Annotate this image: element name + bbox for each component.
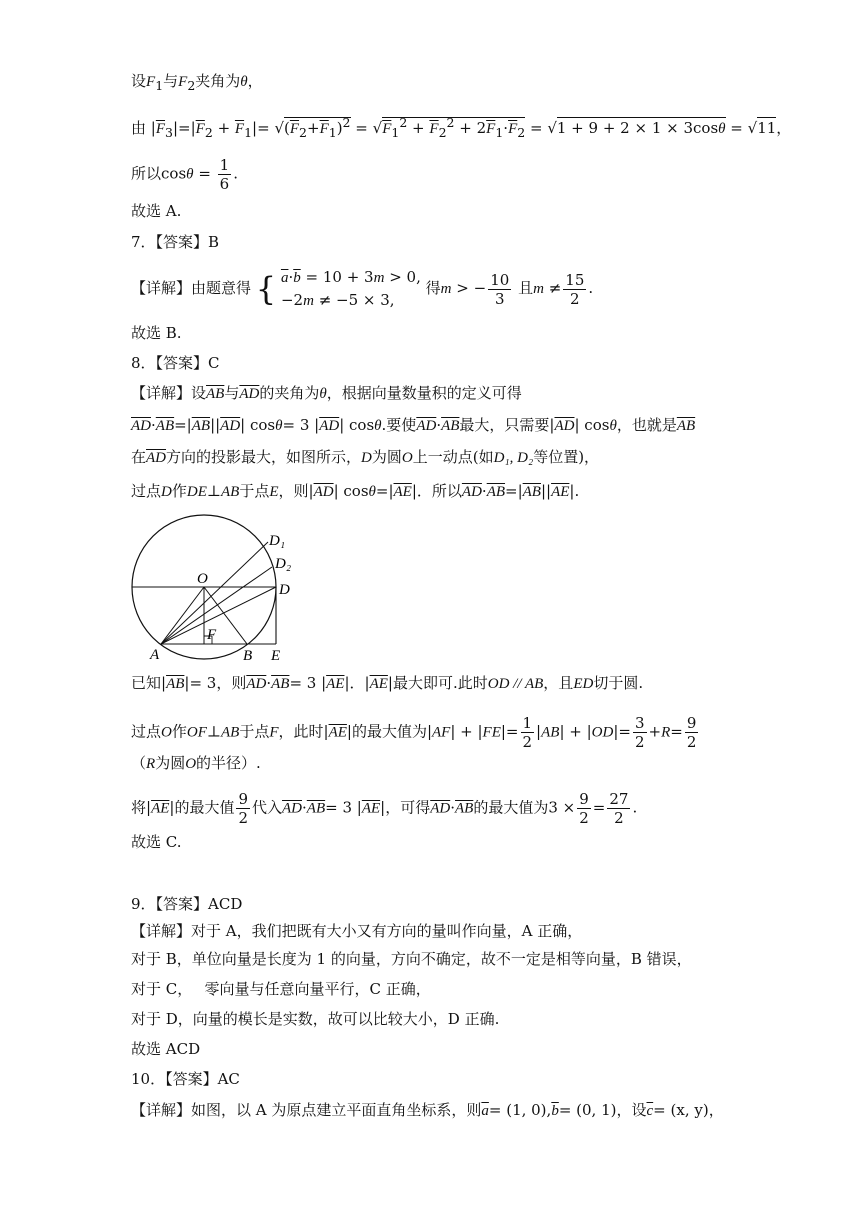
text: 方向的投影最大，如图所示， (166, 448, 362, 466)
text: + (648, 722, 662, 741)
vec: $\overline{F}$ (289, 121, 300, 137)
sub: 2 (299, 125, 307, 140)
sub: 2 (204, 125, 213, 140)
numerator: 9 (579, 790, 589, 808)
text: + (217, 119, 231, 137)
text: 【详解】如图，以 A 为原点建立平面直角坐标系，则 (131, 1101, 482, 1119)
denominator: 2 (522, 733, 533, 751)
vec: $\overline{AB}$ (486, 484, 506, 500)
numerator: 3 (634, 714, 645, 732)
text: 夹角为 (195, 72, 241, 90)
vec: $\overline{AB}$ (676, 418, 696, 434)
denominator: 3 (494, 289, 505, 308)
text: 1 + 9 + 2 × 1 × 3cos (556, 119, 719, 137)
text: = 3 | (289, 674, 327, 692)
q7-heading: 7．【答案】B (131, 233, 220, 251)
text: ≠ (548, 279, 562, 297)
text: 在 (131, 448, 147, 466)
q8-line-h (131, 790, 637, 827)
text: = 3 | (325, 798, 362, 817)
vec: $\overline{F}$ (508, 121, 518, 137)
text: = (1, 0), (488, 1101, 552, 1119)
brace: { (255, 270, 277, 308)
var: ED (573, 676, 594, 692)
geometry-figure (131, 512, 301, 664)
text: = (529, 119, 543, 137)
var: F (269, 724, 279, 741)
text: 的夹角为 (259, 384, 320, 402)
vec: $\overline{AD}$ (416, 418, 437, 434)
text: = 3 | (282, 416, 320, 434)
q8-end: 故选 C. (131, 833, 182, 851)
var: θ (609, 418, 617, 434)
text: −2 (280, 291, 304, 309)
text: | cos (240, 416, 276, 434)
q7-detail (131, 266, 593, 312)
text: |．| (344, 674, 370, 692)
segment-AD (161, 587, 276, 644)
text: = (355, 119, 368, 137)
text: · (450, 798, 455, 817)
text: 作 (171, 482, 187, 500)
text: 【详解】由题意得 (131, 279, 252, 297)
text: ，此时| (278, 722, 329, 741)
text: |的最大值 (169, 798, 235, 817)
label-F: F (207, 627, 217, 643)
q9-line-3: 对于 C， 零向量与任意向量平行，C 正确， (131, 980, 431, 998)
var: D (361, 450, 372, 466)
text: |的最大值为| (346, 722, 432, 741)
sub: 1 (155, 78, 164, 93)
vec: $\overline{AB}$ (455, 800, 474, 817)
numerator: 9 (686, 714, 697, 732)
denominator: 2 (579, 809, 589, 827)
text: = (592, 798, 606, 817)
text: · (503, 119, 509, 137)
vec-AB: $\overline{AB}$ (206, 386, 225, 402)
text: ⊥ (206, 722, 221, 741)
text: ， (247, 72, 263, 90)
var: AB (220, 484, 240, 500)
text: =| (375, 482, 394, 500)
fraction (218, 156, 232, 193)
text: |= 3，则 (184, 674, 247, 692)
vec: $\overline{AE}$ (151, 800, 170, 817)
text: ，也就是 (616, 416, 677, 434)
q8-line-a (131, 382, 522, 405)
label-E: E (271, 648, 281, 664)
var: θ (275, 418, 283, 434)
vec-c: $\overline{c}$ (646, 1103, 654, 1119)
line-4: 故选 A. (131, 202, 182, 220)
var-m: m (533, 281, 544, 297)
vec: $\overline{AD}$ (146, 450, 167, 466)
text: ，则| (278, 482, 314, 500)
var: E (269, 484, 279, 500)
denominator: 2 (634, 733, 645, 751)
vec: $\overline{AD}$ (220, 418, 241, 434)
vec: $\overline{F}$ (429, 121, 439, 137)
q9-heading: 9．【答案】ACD (131, 895, 243, 913)
vec: $\overline{AE}$ (369, 676, 388, 692)
label-D2: D₂ (275, 556, 292, 572)
var-m: m (440, 281, 452, 297)
text: | + | (450, 722, 483, 741)
var: R (661, 724, 671, 741)
var: O (161, 724, 172, 741)
var: θ (186, 166, 194, 183)
vec: $\overline{AD}$ (282, 800, 303, 817)
sqrt-11: 11 (757, 119, 777, 137)
var: AF (432, 724, 451, 741)
var: D (161, 484, 172, 500)
text: = (198, 164, 211, 183)
vec-b: $\overline{b}$ (551, 1103, 559, 1119)
line-1 (131, 70, 263, 97)
q8-line-f (131, 714, 700, 751)
text: |最大即可.此时 (387, 674, 488, 692)
text: 为圆 (155, 754, 186, 772)
q9-line-1: 【详解】对于 A，我们把既有大小又有方向的量叫作向量，A 正确， (131, 922, 583, 940)
denominator: 2 (570, 289, 580, 308)
fraction (577, 790, 591, 827)
sqrt: $(\overline{F}_2+\overline{F}_1)^2$ (284, 115, 351, 140)
denominator: 6 (219, 175, 230, 193)
vec: $\overline{AB}$ (522, 484, 541, 500)
label-D1: D₁ (269, 533, 286, 549)
text: · (302, 798, 307, 817)
text: |= (613, 722, 631, 741)
text: =| (174, 416, 192, 434)
numerator: 9 (238, 790, 248, 808)
sub: 1 (495, 125, 504, 140)
text: 过点 (131, 482, 162, 500)
var-F1: F (146, 74, 156, 90)
text: . (588, 279, 594, 297)
sup: 2 (399, 115, 408, 130)
text: 过点 (131, 722, 162, 741)
segment-AD2 (161, 567, 272, 644)
text: = (x, y) (653, 1101, 709, 1119)
vec: $\overline{AB}$ (155, 418, 175, 434)
text: 将| (131, 798, 152, 817)
var: O (185, 756, 197, 772)
q8-heading: 8．【答案】C (131, 354, 220, 372)
text: | (536, 722, 542, 741)
var: O (401, 450, 413, 466)
fraction (563, 271, 586, 308)
fraction (488, 271, 511, 308)
fraction (236, 790, 250, 827)
text: = 10 + 3 (305, 268, 374, 286)
var: D₁, D₂ (493, 450, 534, 466)
text: 于点 (239, 482, 270, 500)
text: + 2 (459, 119, 487, 137)
text: 切于圆. (593, 674, 644, 692)
text: |= (500, 722, 519, 741)
q10-heading: 10．【答案】AC (131, 1070, 240, 1088)
sqrt (382, 115, 526, 140)
text: 【详解】设 (131, 384, 207, 402)
var: θ (718, 121, 726, 137)
text: |=| (172, 119, 196, 137)
line-3 (131, 156, 238, 193)
var: OD (591, 724, 614, 741)
text: |. (569, 482, 580, 500)
text: | + | (559, 722, 592, 741)
text: 作 (171, 722, 187, 741)
text: 已知| (131, 674, 167, 692)
text: 于点 (239, 722, 270, 741)
vec: $\overline{AB}$ (306, 800, 326, 817)
var: R (146, 756, 156, 772)
q8-line-b (131, 414, 695, 437)
vec: $\overline{AE}$ (326, 676, 345, 692)
sup: 2 (342, 115, 351, 130)
vec-a: $\overline{a}$ (481, 1103, 489, 1119)
line-2: 由 $|\overline{F}_3|=|\overline{F}_2 + \overline{F}_1|= √(\overline{F}_2+\overline{F}_1)^2 = √F_1^2 + \overline{F}_2^2 + 2\overline{F}_1\cdot\overline{F}_2 = √1 + 9 + 2 \times 1 \times 3\cos\theta = √11$， (131, 115, 792, 140)
vec: $\overline{AD}$ (430, 800, 451, 817)
text: · (266, 674, 272, 692)
var: AB (541, 724, 560, 741)
vec: $\overline{AD}$ (246, 676, 267, 692)
text: | cos (574, 416, 610, 434)
vec: $\overline{AE}$ (551, 484, 570, 500)
denominator: 2 (614, 809, 624, 827)
sup: 2 (446, 115, 455, 130)
text: · (436, 416, 442, 434)
sub: 3 (165, 125, 173, 140)
text: ，根据向量数量积的定义可得 (326, 384, 522, 402)
text: || (210, 416, 221, 434)
label-B: B (243, 648, 253, 664)
text: · (481, 482, 487, 500)
text: · (151, 416, 156, 434)
text: 与 (224, 384, 240, 402)
denominator: 2 (686, 733, 697, 751)
vec: $\overline{AE}$ (393, 484, 412, 500)
fraction (521, 714, 535, 751)
var: OD // AB (487, 676, 544, 692)
vec: $\overline{AB}$ (271, 676, 290, 692)
text: = (670, 722, 683, 741)
vec: $\overline{AE}$ (328, 724, 347, 741)
vec-AD: $\overline{AD}$ (239, 386, 260, 402)
text: > − (456, 279, 487, 297)
text: =| (505, 482, 523, 500)
text: | cos (339, 416, 375, 434)
text: 设 (131, 72, 147, 90)
text: 得 (425, 279, 441, 297)
label-O: O (197, 571, 208, 587)
vec-F3: $\overline{F}$ (155, 121, 166, 137)
text: 为圆 (371, 448, 402, 466)
vec-F2: $\overline{F}$ (195, 121, 205, 137)
vec-b: $\overline{b}$ (293, 270, 301, 286)
q8-line-g (131, 752, 261, 775)
var-m: m (373, 270, 385, 286)
text: = (0, 1) (558, 1101, 617, 1119)
text: |，可得 (380, 798, 431, 817)
var: θ (374, 418, 382, 434)
vec: $\overline{AD}$ (131, 418, 151, 434)
numerator: 1 (219, 156, 230, 174)
text: > 0, (389, 268, 421, 286)
text: + (412, 119, 425, 137)
fraction (685, 714, 699, 751)
text: 的半径）. (196, 754, 261, 772)
vec: $\overline{F}$ (319, 121, 329, 137)
sub: 2 (517, 125, 526, 140)
vec: $\overline{AE}$ (361, 800, 381, 817)
sqrt (557, 117, 726, 137)
var: AB (220, 724, 240, 741)
vec-F1: $\overline{F}$ (234, 121, 245, 137)
label-A: A (150, 647, 160, 663)
text: cos (161, 164, 187, 183)
vec: $\overline{AB}$ (166, 676, 185, 692)
text: ≠ −5 × 3, (318, 291, 395, 309)
numerator: 1 (522, 714, 533, 732)
equation-system (281, 266, 421, 312)
numerator: 15 (565, 270, 585, 289)
vec: $\overline{AB}$ (441, 418, 460, 434)
var-F2: F (178, 74, 188, 90)
text: ⊥ (206, 482, 221, 500)
text: |．所以 (411, 482, 462, 500)
q9-end: 故选 ACD (131, 1040, 201, 1058)
label-D: D (279, 582, 290, 598)
text: |= (252, 119, 270, 137)
text: | cos (333, 482, 369, 500)
text: 所以 (131, 164, 162, 183)
text: . (233, 164, 238, 183)
vec-a: $\overline{a}$ (280, 270, 289, 286)
vec: $\overline{F}$ (486, 121, 496, 137)
var: FE (482, 724, 501, 741)
var: θ (368, 484, 376, 500)
text: 且 (518, 279, 534, 297)
var-theta: θ (240, 74, 248, 90)
q9-line-2: 对于 B，单位向量是长度为 1 的向量，方向不确定，故不一定是相等向量，B 错误， (131, 950, 692, 968)
q8-line-c (131, 446, 599, 469)
vec: $\overline{AD}$ (554, 418, 575, 434)
sub: 2 (187, 78, 196, 93)
text: 与 (163, 72, 179, 90)
q8-line-e (131, 672, 643, 695)
text: 3 × (548, 798, 576, 817)
q9-line-4: 对于 D，向量的模长是实数，故可以比较大小，D 正确. (131, 1010, 500, 1028)
text: 的最大值为 (473, 798, 549, 817)
text: = (730, 119, 743, 137)
vec: F (382, 121, 392, 137)
text: （ (131, 754, 147, 772)
text: · (288, 268, 294, 286)
var: OF (186, 724, 207, 741)
text: || (540, 482, 552, 500)
text: 最大，只需要| (459, 416, 555, 434)
vec: $\overline{AD}$ (461, 484, 482, 500)
fraction (607, 790, 630, 827)
text: 等位置)， (533, 448, 600, 466)
text: ，设 (616, 1101, 647, 1119)
q8-line-d: 过点D作DE⊥AB于点E，则$|\overline{AD}|$ $\cos\theta=|\overline{AE}|$．所以$\overline{AD}\cdot\overline{AB}=|\overline{AB}||\overline{AE}|$. (131, 482, 580, 500)
q10-line-1 (131, 1099, 724, 1122)
sub: 1 (244, 125, 253, 140)
var: θ (319, 386, 327, 402)
vec: $\overline{AD}$ (313, 484, 334, 500)
text: ， (708, 1101, 724, 1119)
q7-end: 故选 B. (131, 324, 182, 342)
vec: $\overline{AB}$ (191, 418, 211, 434)
numerator: 27 (609, 790, 629, 808)
text: 代入 (252, 798, 283, 817)
segment-AO (161, 587, 204, 644)
text: . (632, 798, 638, 817)
text: 由 (131, 119, 147, 137)
sub: 1 (391, 125, 400, 140)
var-m: m (303, 293, 314, 309)
text: .要使 (381, 416, 417, 434)
text: + (306, 119, 320, 137)
sub: 2 (438, 125, 447, 140)
denominator: 2 (238, 809, 248, 827)
sub: 1 (328, 125, 337, 140)
fraction (633, 714, 647, 751)
text: ，且 (543, 674, 574, 692)
numerator: 10 (490, 270, 510, 289)
text: 上一动点(如 (412, 448, 494, 466)
vec: $\overline{AD}$ (319, 418, 340, 434)
